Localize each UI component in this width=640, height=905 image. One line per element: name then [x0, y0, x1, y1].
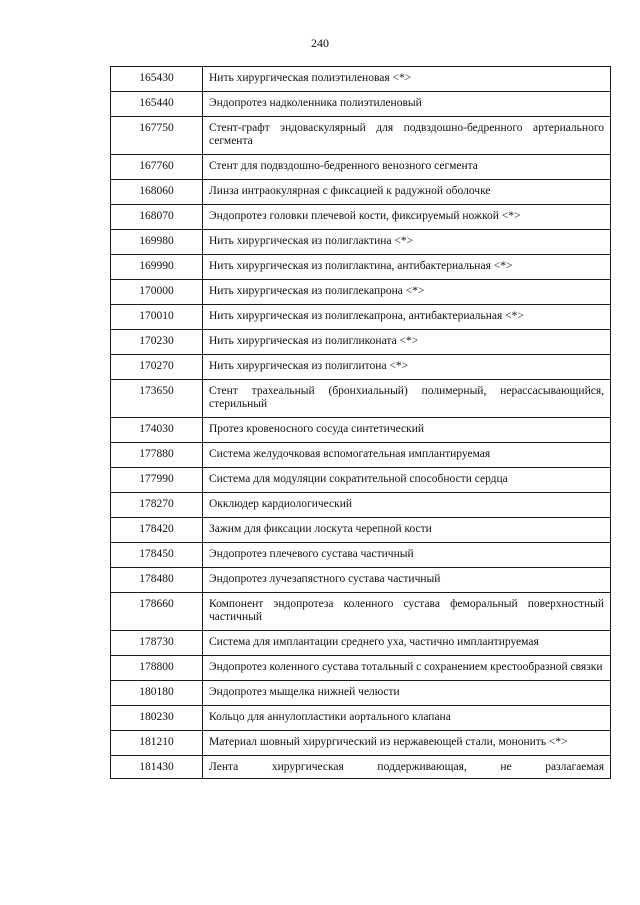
table-row	[111, 230, 611, 255]
device-code: 168070	[111, 205, 203, 230]
table-body	[111, 67, 611, 779]
device-code: 178450	[111, 543, 203, 568]
table-row	[111, 280, 611, 305]
device-name: Нить хирургическая из полиглекапрона <*>	[203, 280, 611, 305]
device-name: Окклюдер кардиологический	[203, 493, 611, 518]
device-code: 173650	[111, 380, 203, 418]
table-row	[111, 656, 611, 681]
table-row	[111, 593, 611, 631]
device-name: Нить хирургическая из полиглекапрона, антибактериальная <*>	[203, 305, 611, 330]
table-row	[111, 67, 611, 92]
table-row	[111, 468, 611, 493]
table-row	[111, 205, 611, 230]
device-code: 177880	[111, 443, 203, 468]
device-name: Стент трахеальный (бронхиальный) полимерный, нерассасывающийся, стерильный	[203, 380, 611, 418]
device-code: 181430	[111, 756, 203, 779]
device-name: Система желудочковая вспомогательная имплантируемая	[203, 443, 611, 468]
device-code: 181210	[111, 731, 203, 756]
table-row	[111, 305, 611, 330]
device-name: Кольцо для аннулопластики аортального клапана	[203, 706, 611, 731]
device-code: 167750	[111, 117, 203, 155]
device-register-table	[110, 66, 611, 779]
device-name: Эндопротез лучезапястного сустава частичный	[203, 568, 611, 593]
table-row	[111, 631, 611, 656]
device-code: 169980	[111, 230, 203, 255]
device-name: Протез кровеносного сосуда синтетический	[203, 418, 611, 443]
device-name: Нить хирургическая полиэтиленовая <*>	[203, 67, 611, 92]
device-code: 178730	[111, 631, 203, 656]
table-row	[111, 355, 611, 380]
device-code: 168060	[111, 180, 203, 205]
device-code: 170270	[111, 355, 203, 380]
device-code: 178270	[111, 493, 203, 518]
table-row	[111, 706, 611, 731]
table-row	[111, 756, 611, 779]
device-name: Система для модуляции сократительной способности сердца	[203, 468, 611, 493]
page-number: 240	[311, 36, 329, 50]
device-name: Эндопротез надколенника полиэтиленовый	[203, 92, 611, 117]
device-code: 170230	[111, 330, 203, 355]
device-name: Стент для подвздошно-бедренного венозного сегмента	[203, 155, 611, 180]
device-code: 180230	[111, 706, 203, 731]
table-row	[111, 731, 611, 756]
device-name: Эндопротез мыщелка нижней челюсти	[203, 681, 611, 706]
device-name: Нить хирургическая из полиглитона <*>	[203, 355, 611, 380]
device-code: 169990	[111, 255, 203, 280]
device-name: Нить хирургическая из полиглактина <*>	[203, 230, 611, 255]
table-row	[111, 493, 611, 518]
device-code: 178420	[111, 518, 203, 543]
device-name: Эндопротез плечевого сустава частичный	[203, 543, 611, 568]
device-code: 180180	[111, 681, 203, 706]
device-name: Материал шовный хирургический из нержавеющей стали, мононить <*>	[203, 731, 611, 756]
device-code: 177990	[111, 468, 203, 493]
device-code: 174030	[111, 418, 203, 443]
device-code: 167760	[111, 155, 203, 180]
device-name: Нить хирургическая из полигликоната <*>	[203, 330, 611, 355]
device-code: 178660	[111, 593, 203, 631]
device-name: Система для имплантации среднего уха, частично имплантируемая	[203, 631, 611, 656]
device-code: 178480	[111, 568, 203, 593]
device-code: 170000	[111, 280, 203, 305]
device-name: Линза интраокулярная с фиксацией к радужной оболочке	[203, 180, 611, 205]
device-code: 170010	[111, 305, 203, 330]
table-row	[111, 380, 611, 418]
device-code: 165430	[111, 67, 203, 92]
device-name: Стент-графт эндоваскулярный для подвздошно-бедренного артериального сегмента	[203, 117, 611, 155]
table-row	[111, 543, 611, 568]
table-row	[111, 518, 611, 543]
device-name: Эндопротез головки плечевой кости, фиксируемый ножкой <*>	[203, 205, 611, 230]
device-name: Нить хирургическая из полиглактина, антибактериальная <*>	[203, 255, 611, 280]
table-row	[111, 681, 611, 706]
table-row	[111, 92, 611, 117]
table-row	[111, 117, 611, 155]
table-row	[111, 255, 611, 280]
device-code: 165440	[111, 92, 203, 117]
table-row	[111, 330, 611, 355]
device-name: Компонент эндопротеза коленного сустава феморальный поверхностный частичный	[203, 593, 611, 631]
table-row	[111, 155, 611, 180]
table-row	[111, 418, 611, 443]
table-row	[111, 443, 611, 468]
table-row	[111, 568, 611, 593]
device-code: 178800	[111, 656, 203, 681]
device-name: Эндопротез коленного сустава тотальный с сохранением крестообразной связки	[203, 656, 611, 681]
table-row	[111, 180, 611, 205]
device-name: Зажим для фиксации лоскута черепной кости	[203, 518, 611, 543]
device-name: Лента хирургическая поддерживающая, не разлагаемая	[203, 756, 611, 779]
